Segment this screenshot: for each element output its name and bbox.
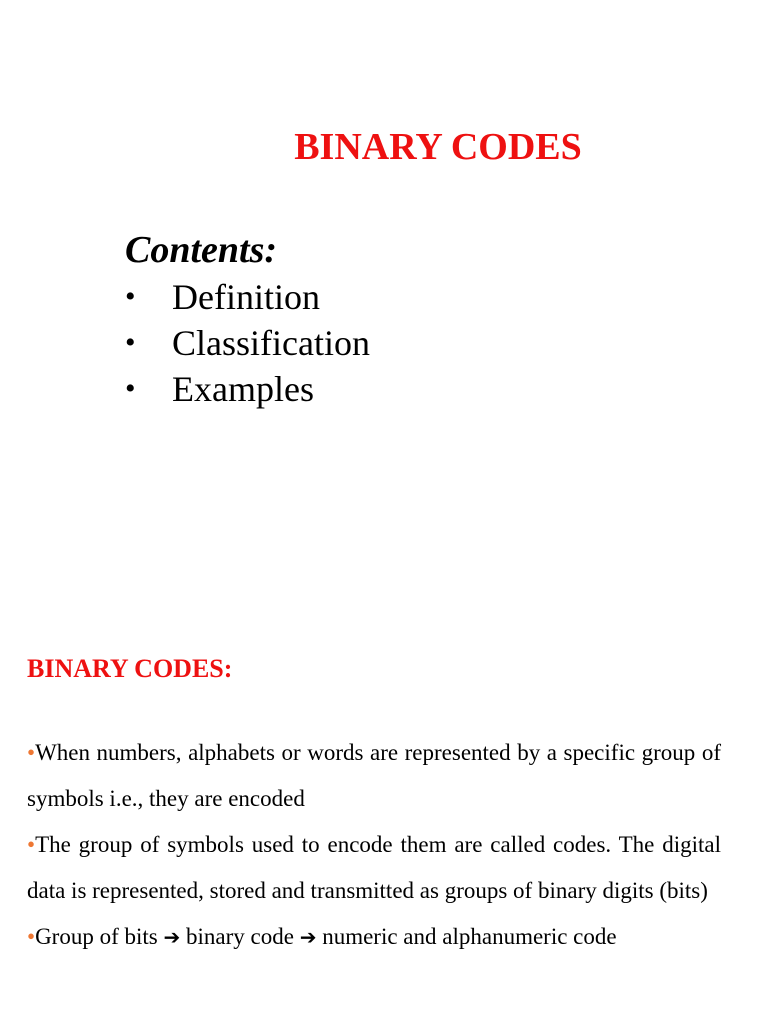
contents-heading: Contents: (125, 229, 278, 271)
flow-step: binary code (186, 924, 294, 949)
paragraph-text: When numbers, alphabets or words are represented by a specific group of symbols i.e., they are encoded (27, 740, 721, 811)
bullet-icon: • (125, 280, 136, 313)
right-arrow-icon: ➔ (163, 925, 181, 949)
section-heading: BINARY CODES: (27, 654, 233, 683)
contents-block (125, 226, 370, 412)
definition-body (27, 730, 721, 960)
contents-item-label: Classification (172, 323, 370, 363)
bullet-icon: • (125, 372, 136, 405)
definition-paragraph (27, 822, 721, 914)
bullet-icon: • (27, 924, 36, 949)
slide-title: BINARY CODES (294, 126, 582, 168)
bullet-icon: • (125, 326, 136, 359)
contents-item-label: Definition (172, 277, 320, 317)
bullet-icon: • (27, 832, 36, 857)
contents-item-examples (125, 366, 370, 412)
contents-list (125, 274, 370, 412)
bullet-icon: • (27, 740, 36, 765)
flow-paragraph (27, 914, 721, 960)
contents-item-classification (125, 320, 370, 366)
right-arrow-icon: ➔ (299, 925, 317, 949)
definition-paragraph (27, 730, 721, 822)
flow-step: numeric and alphanumeric code (322, 924, 617, 949)
flow-step: Group of bits (35, 924, 158, 949)
paragraph-text: The group of symbols used to encode them are called codes. The digital data is represented, stored and transmitted as groups of binary digits (bits) (27, 832, 721, 903)
contents-item-definition (125, 274, 370, 320)
contents-item-label: Examples (172, 369, 314, 409)
